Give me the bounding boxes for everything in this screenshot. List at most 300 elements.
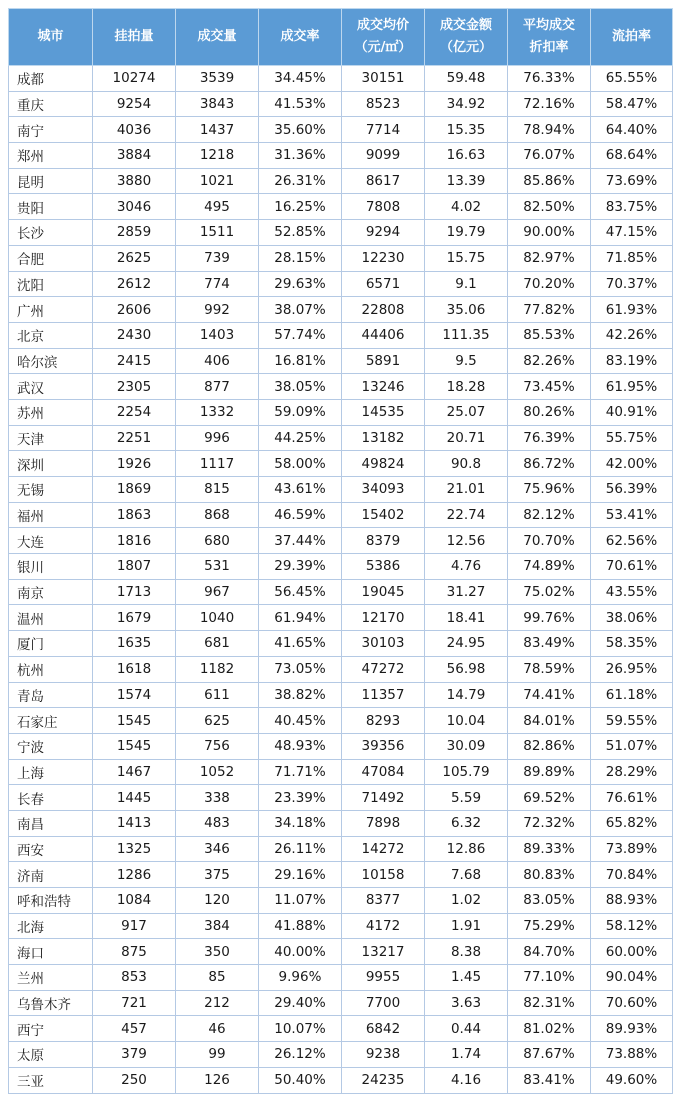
value-cell: 12170 <box>342 605 425 631</box>
value-cell: 1869 <box>93 477 176 503</box>
table-row <box>9 502 673 528</box>
value-cell: 58.47% <box>591 91 673 117</box>
value-cell: 73.89% <box>591 836 673 862</box>
value-cell: 74.41% <box>508 682 591 708</box>
value-cell: 22.74 <box>425 502 508 528</box>
value-cell: 406 <box>176 348 259 374</box>
value-cell: 8377 <box>342 888 425 914</box>
table-row <box>9 554 673 580</box>
value-cell: 1218 <box>176 143 259 169</box>
value-cell: 70.37% <box>591 271 673 297</box>
value-cell: 89.93% <box>591 1016 673 1042</box>
value-cell: 1635 <box>93 631 176 657</box>
value-cell: 47.15% <box>591 220 673 246</box>
city-cell: 长沙 <box>9 220 93 246</box>
value-cell: 83.05% <box>508 888 591 914</box>
city-cell: 南昌 <box>9 810 93 836</box>
value-cell: 20.71 <box>425 425 508 451</box>
value-cell: 90.04% <box>591 965 673 991</box>
value-cell: 99.76% <box>508 605 591 631</box>
value-cell: 46.59% <box>259 502 342 528</box>
value-cell: 14.79 <box>425 682 508 708</box>
value-cell: 42.26% <box>591 322 673 348</box>
value-cell: 1052 <box>176 759 259 785</box>
table-header-row <box>9 9 673 66</box>
value-cell: 73.45% <box>508 374 591 400</box>
city-cell: 长春 <box>9 785 93 811</box>
column-header <box>93 9 176 66</box>
city-cell: 昆明 <box>9 168 93 194</box>
city-cell: 北海 <box>9 913 93 939</box>
value-cell: 7.68 <box>425 862 508 888</box>
table-row <box>9 913 673 939</box>
value-cell: 8617 <box>342 168 425 194</box>
value-cell: 1437 <box>176 117 259 143</box>
city-cell: 哈尔滨 <box>9 348 93 374</box>
table-row <box>9 451 673 477</box>
table-row <box>9 117 673 143</box>
value-cell: 77.82% <box>508 297 591 323</box>
table-row <box>9 168 673 194</box>
column-header <box>176 9 259 66</box>
value-cell: 2612 <box>93 271 176 297</box>
value-cell: 875 <box>93 939 176 965</box>
value-cell: 1084 <box>93 888 176 914</box>
table-row <box>9 220 673 246</box>
table-row <box>9 322 673 348</box>
value-cell: 2606 <box>93 297 176 323</box>
value-cell: 50.40% <box>259 1067 342 1093</box>
value-cell: 14535 <box>342 399 425 425</box>
value-cell: 64.40% <box>591 117 673 143</box>
table-row <box>9 477 673 503</box>
value-cell: 2305 <box>93 374 176 400</box>
value-cell: 56.45% <box>259 579 342 605</box>
table-row <box>9 528 673 554</box>
value-cell: 30.09 <box>425 733 508 759</box>
value-cell: 83.49% <box>508 631 591 657</box>
value-cell: 8.38 <box>425 939 508 965</box>
table-row <box>9 348 673 374</box>
city-cell: 深圳 <box>9 451 93 477</box>
value-cell: 37.44% <box>259 528 342 554</box>
value-cell: 5891 <box>342 348 425 374</box>
value-cell: 3.63 <box>425 990 508 1016</box>
value-cell: 756 <box>176 733 259 759</box>
table-row <box>9 579 673 605</box>
value-cell: 40.45% <box>259 708 342 734</box>
city-cell: 沈阳 <box>9 271 93 297</box>
column-header-line1: 城市 <box>37 29 64 44</box>
value-cell: 26.12% <box>259 1042 342 1068</box>
value-cell: 84.01% <box>508 708 591 734</box>
value-cell: 72.16% <box>508 91 591 117</box>
value-cell: 29.40% <box>259 990 342 1016</box>
value-cell: 1574 <box>93 682 176 708</box>
value-cell: 19045 <box>342 579 425 605</box>
value-cell: 82.31% <box>508 990 591 1016</box>
value-cell: 9.96% <box>259 965 342 991</box>
value-cell: 61.94% <box>259 605 342 631</box>
city-cell: 宁波 <box>9 733 93 759</box>
value-cell: 34.45% <box>259 66 342 92</box>
value-cell: 1182 <box>176 656 259 682</box>
column-header-line1: 成交金额 <box>439 18 492 33</box>
value-cell: 1926 <box>93 451 176 477</box>
table-row <box>9 836 673 862</box>
value-cell: 1545 <box>93 708 176 734</box>
value-cell: 7700 <box>342 990 425 1016</box>
column-header-line1: 平均成交 <box>522 18 575 33</box>
value-cell: 7714 <box>342 117 425 143</box>
value-cell: 16.63 <box>425 143 508 169</box>
value-cell: 83.75% <box>591 194 673 220</box>
value-cell: 1413 <box>93 810 176 836</box>
table-row <box>9 862 673 888</box>
value-cell: 82.12% <box>508 502 591 528</box>
value-cell: 1.91 <box>425 913 508 939</box>
value-cell: 250 <box>93 1067 176 1093</box>
value-cell: 12.56 <box>425 528 508 554</box>
value-cell: 1.02 <box>425 888 508 914</box>
value-cell: 7898 <box>342 810 425 836</box>
value-cell: 73.05% <box>259 656 342 682</box>
value-cell: 99 <box>176 1042 259 1068</box>
value-cell: 996 <box>176 425 259 451</box>
table-row <box>9 810 673 836</box>
value-cell: 774 <box>176 271 259 297</box>
value-cell: 87.67% <box>508 1042 591 1068</box>
value-cell: 70.61% <box>591 554 673 580</box>
value-cell: 82.97% <box>508 245 591 271</box>
value-cell: 89.89% <box>508 759 591 785</box>
city-cell: 苏州 <box>9 399 93 425</box>
value-cell: 0.44 <box>425 1016 508 1042</box>
value-cell: 55.75% <box>591 425 673 451</box>
value-cell: 1.74 <box>425 1042 508 1068</box>
city-cell: 西安 <box>9 836 93 862</box>
table-row <box>9 965 673 991</box>
value-cell: 25.07 <box>425 399 508 425</box>
value-cell: 24.95 <box>425 631 508 657</box>
value-cell: 1403 <box>176 322 259 348</box>
value-cell: 10274 <box>93 66 176 92</box>
value-cell: 60.00% <box>591 939 673 965</box>
value-cell: 16.81% <box>259 348 342 374</box>
value-cell: 721 <box>93 990 176 1016</box>
value-cell: 65.55% <box>591 66 673 92</box>
city-cell: 西宁 <box>9 1016 93 1042</box>
table-row <box>9 143 673 169</box>
value-cell: 8293 <box>342 708 425 734</box>
table-row <box>9 91 673 117</box>
value-cell: 81.02% <box>508 1016 591 1042</box>
value-cell: 24235 <box>342 1067 425 1093</box>
city-cell: 厦门 <box>9 631 93 657</box>
table-row <box>9 297 673 323</box>
value-cell: 23.39% <box>259 785 342 811</box>
city-cell: 呼和浩特 <box>9 888 93 914</box>
city-cell: 郑州 <box>9 143 93 169</box>
city-cell: 兰州 <box>9 965 93 991</box>
value-cell: 83.41% <box>508 1067 591 1093</box>
value-cell: 69.52% <box>508 785 591 811</box>
value-cell: 13.39 <box>425 168 508 194</box>
value-cell: 212 <box>176 990 259 1016</box>
city-cell: 贵阳 <box>9 194 93 220</box>
value-cell: 815 <box>176 477 259 503</box>
value-cell: 681 <box>176 631 259 657</box>
table-row <box>9 245 673 271</box>
city-cell: 杭州 <box>9 656 93 682</box>
value-cell: 52.85% <box>259 220 342 246</box>
table-row <box>9 605 673 631</box>
value-cell: 111.35 <box>425 322 508 348</box>
value-cell: 34.92 <box>425 91 508 117</box>
value-cell: 26.11% <box>259 836 342 862</box>
city-cell: 南京 <box>9 579 93 605</box>
value-cell: 70.70% <box>508 528 591 554</box>
column-header <box>9 9 93 66</box>
value-cell: 379 <box>93 1042 176 1068</box>
value-cell: 1.45 <box>425 965 508 991</box>
column-header-line2: （亿元） <box>439 40 492 55</box>
value-cell: 26.31% <box>259 168 342 194</box>
value-cell: 917 <box>93 913 176 939</box>
city-cell: 三亚 <box>9 1067 93 1093</box>
value-cell: 1713 <box>93 579 176 605</box>
value-cell: 2625 <box>93 245 176 271</box>
value-cell: 1807 <box>93 554 176 580</box>
value-cell: 15.35 <box>425 117 508 143</box>
value-cell: 75.02% <box>508 579 591 605</box>
value-cell: 71.85% <box>591 245 673 271</box>
value-cell: 47084 <box>342 759 425 785</box>
city-cell: 银川 <box>9 554 93 580</box>
value-cell: 75.29% <box>508 913 591 939</box>
value-cell: 2859 <box>93 220 176 246</box>
table-row <box>9 708 673 734</box>
value-cell: 15402 <box>342 502 425 528</box>
value-cell: 4.76 <box>425 554 508 580</box>
city-cell: 福州 <box>9 502 93 528</box>
value-cell: 9254 <box>93 91 176 117</box>
value-cell: 56.39% <box>591 477 673 503</box>
value-cell: 126 <box>176 1067 259 1093</box>
value-cell: 89.33% <box>508 836 591 862</box>
value-cell: 457 <box>93 1016 176 1042</box>
auction-stats-table <box>8 8 673 1094</box>
value-cell: 59.48 <box>425 66 508 92</box>
value-cell: 56.98 <box>425 656 508 682</box>
value-cell: 3539 <box>176 66 259 92</box>
value-cell: 74.89% <box>508 554 591 580</box>
column-header <box>591 9 673 66</box>
value-cell: 88.93% <box>591 888 673 914</box>
value-cell: 40.91% <box>591 399 673 425</box>
table-row <box>9 1016 673 1042</box>
value-cell: 8523 <box>342 91 425 117</box>
city-cell: 成都 <box>9 66 93 92</box>
value-cell: 4.02 <box>425 194 508 220</box>
value-cell: 2430 <box>93 322 176 348</box>
table-row <box>9 888 673 914</box>
table-row <box>9 1042 673 1068</box>
value-cell: 35.06 <box>425 297 508 323</box>
column-header <box>425 9 508 66</box>
column-header-line1: 成交均价 <box>356 18 409 33</box>
value-cell: 3046 <box>93 194 176 220</box>
value-cell: 6.32 <box>425 810 508 836</box>
value-cell: 1618 <box>93 656 176 682</box>
value-cell: 71.71% <box>259 759 342 785</box>
value-cell: 105.79 <box>425 759 508 785</box>
city-cell: 北京 <box>9 322 93 348</box>
value-cell: 1445 <box>93 785 176 811</box>
value-cell: 71492 <box>342 785 425 811</box>
value-cell: 3843 <box>176 91 259 117</box>
column-header <box>259 9 342 66</box>
value-cell: 21.01 <box>425 477 508 503</box>
value-cell: 10.04 <box>425 708 508 734</box>
city-cell: 天津 <box>9 425 93 451</box>
value-cell: 85.86% <box>508 168 591 194</box>
value-cell: 61.93% <box>591 297 673 323</box>
value-cell: 13182 <box>342 425 425 451</box>
value-cell: 65.82% <box>591 810 673 836</box>
value-cell: 35.60% <box>259 117 342 143</box>
value-cell: 31.27 <box>425 579 508 605</box>
value-cell: 120 <box>176 888 259 914</box>
value-cell: 34093 <box>342 477 425 503</box>
value-cell: 46 <box>176 1016 259 1042</box>
value-cell: 78.59% <box>508 656 591 682</box>
value-cell: 43.61% <box>259 477 342 503</box>
value-cell: 59.09% <box>259 399 342 425</box>
city-cell: 合肥 <box>9 245 93 271</box>
value-cell: 12.86 <box>425 836 508 862</box>
table-row <box>9 194 673 220</box>
value-cell: 58.35% <box>591 631 673 657</box>
table-row <box>9 682 673 708</box>
value-cell: 68.64% <box>591 143 673 169</box>
value-cell: 11357 <box>342 682 425 708</box>
value-cell: 9955 <box>342 965 425 991</box>
city-cell: 海口 <box>9 939 93 965</box>
column-header-line1: 成交率 <box>280 29 320 44</box>
value-cell: 5386 <box>342 554 425 580</box>
value-cell: 70.20% <box>508 271 591 297</box>
column-header-line1: 流拍率 <box>611 29 651 44</box>
value-cell: 80.26% <box>508 399 591 425</box>
value-cell: 29.16% <box>259 862 342 888</box>
value-cell: 16.25% <box>259 194 342 220</box>
value-cell: 48.93% <box>259 733 342 759</box>
value-cell: 8379 <box>342 528 425 554</box>
value-cell: 78.94% <box>508 117 591 143</box>
value-cell: 9099 <box>342 143 425 169</box>
value-cell: 7808 <box>342 194 425 220</box>
table-row <box>9 399 673 425</box>
value-cell: 531 <box>176 554 259 580</box>
value-cell: 495 <box>176 194 259 220</box>
value-cell: 76.07% <box>508 143 591 169</box>
column-header-line1: 挂拍量 <box>114 29 154 44</box>
column-header <box>342 9 425 66</box>
value-cell: 967 <box>176 579 259 605</box>
table-row <box>9 785 673 811</box>
value-cell: 3880 <box>93 168 176 194</box>
value-cell: 13246 <box>342 374 425 400</box>
value-cell: 58.12% <box>591 913 673 939</box>
value-cell: 346 <box>176 836 259 862</box>
table-row <box>9 1067 673 1093</box>
value-cell: 59.55% <box>591 708 673 734</box>
value-cell: 49.60% <box>591 1067 673 1093</box>
city-cell: 广州 <box>9 297 93 323</box>
table-row <box>9 425 673 451</box>
value-cell: 13217 <box>342 939 425 965</box>
value-cell: 90.00% <box>508 220 591 246</box>
value-cell: 4172 <box>342 913 425 939</box>
value-cell: 34.18% <box>259 810 342 836</box>
city-cell: 重庆 <box>9 91 93 117</box>
value-cell: 82.26% <box>508 348 591 374</box>
value-cell: 41.53% <box>259 91 342 117</box>
value-cell: 6842 <box>342 1016 425 1042</box>
value-cell: 9.5 <box>425 348 508 374</box>
value-cell: 41.65% <box>259 631 342 657</box>
table-row <box>9 939 673 965</box>
value-cell: 10158 <box>342 862 425 888</box>
value-cell: 868 <box>176 502 259 528</box>
value-cell: 72.32% <box>508 810 591 836</box>
value-cell: 28.29% <box>591 759 673 785</box>
value-cell: 58.00% <box>259 451 342 477</box>
value-cell: 483 <box>176 810 259 836</box>
table-row <box>9 656 673 682</box>
value-cell: 1117 <box>176 451 259 477</box>
value-cell: 18.41 <box>425 605 508 631</box>
value-cell: 2254 <box>93 399 176 425</box>
value-cell: 14272 <box>342 836 425 862</box>
value-cell: 70.84% <box>591 862 673 888</box>
table-row <box>9 66 673 92</box>
value-cell: 15.75 <box>425 245 508 271</box>
table-row <box>9 374 673 400</box>
value-cell: 1545 <box>93 733 176 759</box>
value-cell: 1816 <box>93 528 176 554</box>
value-cell: 19.79 <box>425 220 508 246</box>
value-cell: 338 <box>176 785 259 811</box>
value-cell: 384 <box>176 913 259 939</box>
value-cell: 84.70% <box>508 939 591 965</box>
value-cell: 61.95% <box>591 374 673 400</box>
value-cell: 38.07% <box>259 297 342 323</box>
value-cell: 76.33% <box>508 66 591 92</box>
value-cell: 1040 <box>176 605 259 631</box>
value-cell: 80.83% <box>508 862 591 888</box>
value-cell: 1679 <box>93 605 176 631</box>
city-cell: 青岛 <box>9 682 93 708</box>
value-cell: 1021 <box>176 168 259 194</box>
value-cell: 38.05% <box>259 374 342 400</box>
value-cell: 86.72% <box>508 451 591 477</box>
value-cell: 73.88% <box>591 1042 673 1068</box>
value-cell: 40.00% <box>259 939 342 965</box>
value-cell: 51.07% <box>591 733 673 759</box>
value-cell: 38.06% <box>591 605 673 631</box>
